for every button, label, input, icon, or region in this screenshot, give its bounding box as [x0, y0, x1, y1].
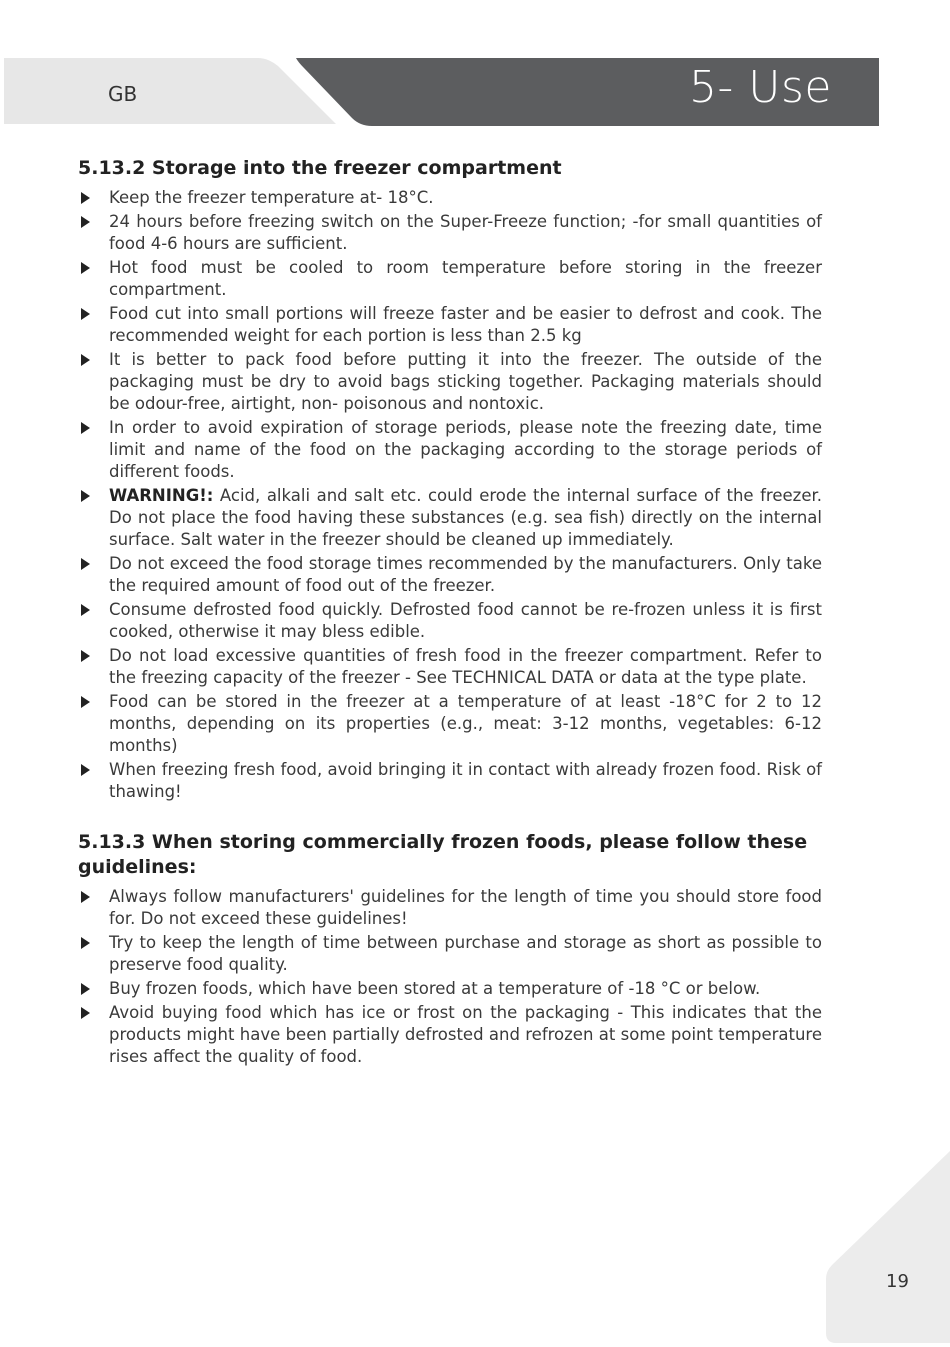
- bullet-triangle-icon: [81, 192, 90, 204]
- warning-label: WARNING!:: [109, 486, 214, 505]
- bullet-triangle-icon: [81, 696, 90, 708]
- bullet-triangle-icon: [81, 422, 90, 434]
- page-number: 19: [886, 1271, 909, 1292]
- bullet-triangle-icon: [81, 1007, 90, 1019]
- bullet-triangle-icon: [81, 937, 90, 949]
- list-item-text: Do not exceed the food storage times recommended by the manufacturers. Only take the required amount of food out of the freezer.: [109, 554, 822, 595]
- bullet-triangle-icon: [81, 490, 90, 502]
- list-item: [78, 759, 822, 803]
- list-item: [78, 978, 822, 1000]
- list-item: [78, 417, 822, 483]
- bullet-triangle-icon: [81, 650, 90, 662]
- bullet-triangle-icon: [81, 354, 90, 366]
- list-item-text: Buy frozen foods, which have been stored at a temperature of -18 °C or below.: [109, 979, 761, 998]
- list-item: [78, 303, 822, 347]
- language-code: GB: [108, 82, 138, 106]
- list-item-text: It is better to pack food before putting it into the freezer. The outside of the packaging must be dry to avoid bags sticking together. Packaging materials should be odour-free, airtight, non- poisonous and nontoxic.: [109, 350, 822, 413]
- storage-guidelines-list: [78, 187, 822, 803]
- list-item-text: Hot food must be cooled to room temperature before storing in the freezer compartment.: [109, 258, 822, 299]
- main-content: [78, 156, 822, 1070]
- list-item: [78, 932, 822, 976]
- commercial-frozen-guidelines-list: [78, 886, 822, 1068]
- list-item: [78, 187, 822, 209]
- section-heading-storage-freezer: 5.13.2 Storage into the freezer compartment: [78, 157, 562, 179]
- list-item-text: Food can be stored in the freezer at a temperature of at least -18°C for 2 to 12 months, depending on its properties (e.g., meat: 3-12 months, vegetables: 6-12 months): [109, 692, 822, 755]
- list-item-text: Food cut into small portions will freeze faster and be easier to defrost and cook. The recommended weight for each portion is less than 2.5 kg: [109, 304, 822, 345]
- list-item-text: Acid, alkali and salt etc. could erode the internal surface of the freezer. Do not place the food having these substances (e.g. sea fish) directly on the internal surface. Salt water in the freezer should be cleaned up immediately.: [109, 486, 822, 549]
- bullet-triangle-icon: [81, 604, 90, 616]
- bullet-triangle-icon: [81, 262, 90, 274]
- list-item: [78, 691, 822, 757]
- list-item-text: Always follow manufacturers' guidelines for the length of time you should store food for. Do not exceed these guidelines!: [109, 887, 822, 928]
- bullet-triangle-icon: [81, 308, 90, 320]
- list-item-text: Consume defrosted food quickly. Defrosted food cannot be re-frozen unless it is first cooked, otherwise it may bless edible.: [109, 600, 822, 641]
- list-item: [78, 645, 822, 689]
- list-item-text: In order to avoid expiration of storage periods, please note the freezing date, time limit and name of the food on the packaging according to the storage periods of different foods.: [109, 418, 822, 481]
- list-item: [78, 553, 822, 597]
- bullet-triangle-icon: [81, 983, 90, 995]
- bullet-triangle-icon: [81, 558, 90, 570]
- list-item: [78, 485, 822, 551]
- list-item-text: Do not load excessive quantities of fresh food in the freezer compartment. Refer to the freezing capacity of the freezer - See TECHNICAL DATA or data at the type plate.: [109, 646, 822, 687]
- bullet-triangle-icon: [81, 764, 90, 776]
- list-item-text: Avoid buying food which has ice or frost on the packaging - This indicates that the products might have been partially defrosted and refrozen at some point temperature rises affect the quality of food.: [109, 1003, 822, 1066]
- list-item-text: 24 hours before freezing switch on the Super-Freeze function; -for small quantities of food 4-6 hours are sufficient.: [109, 212, 822, 253]
- bullet-triangle-icon: [81, 216, 90, 228]
- list-item: [78, 257, 822, 301]
- corner-decoration: [820, 1147, 950, 1347]
- list-item: [78, 599, 822, 643]
- list-item: [78, 886, 822, 930]
- list-item-text: Keep the freezer temperature at- 18°C.: [109, 188, 434, 207]
- chapter-title: 5- Use: [688, 62, 832, 113]
- list-item: [78, 349, 822, 415]
- bullet-triangle-icon: [81, 891, 90, 903]
- list-item-text: Try to keep the length of time between purchase and storage as short as possible to preserve food quality.: [109, 933, 822, 974]
- section-heading-commercial-frozen: 5.13.3 When storing commercially frozen foods, please follow these guidelines:: [78, 831, 808, 878]
- list-item: [78, 1002, 822, 1068]
- list-item-text: When freezing fresh food, avoid bringing it in contact with already frozen food. Risk of thawing!: [109, 760, 822, 801]
- list-item: [78, 211, 822, 255]
